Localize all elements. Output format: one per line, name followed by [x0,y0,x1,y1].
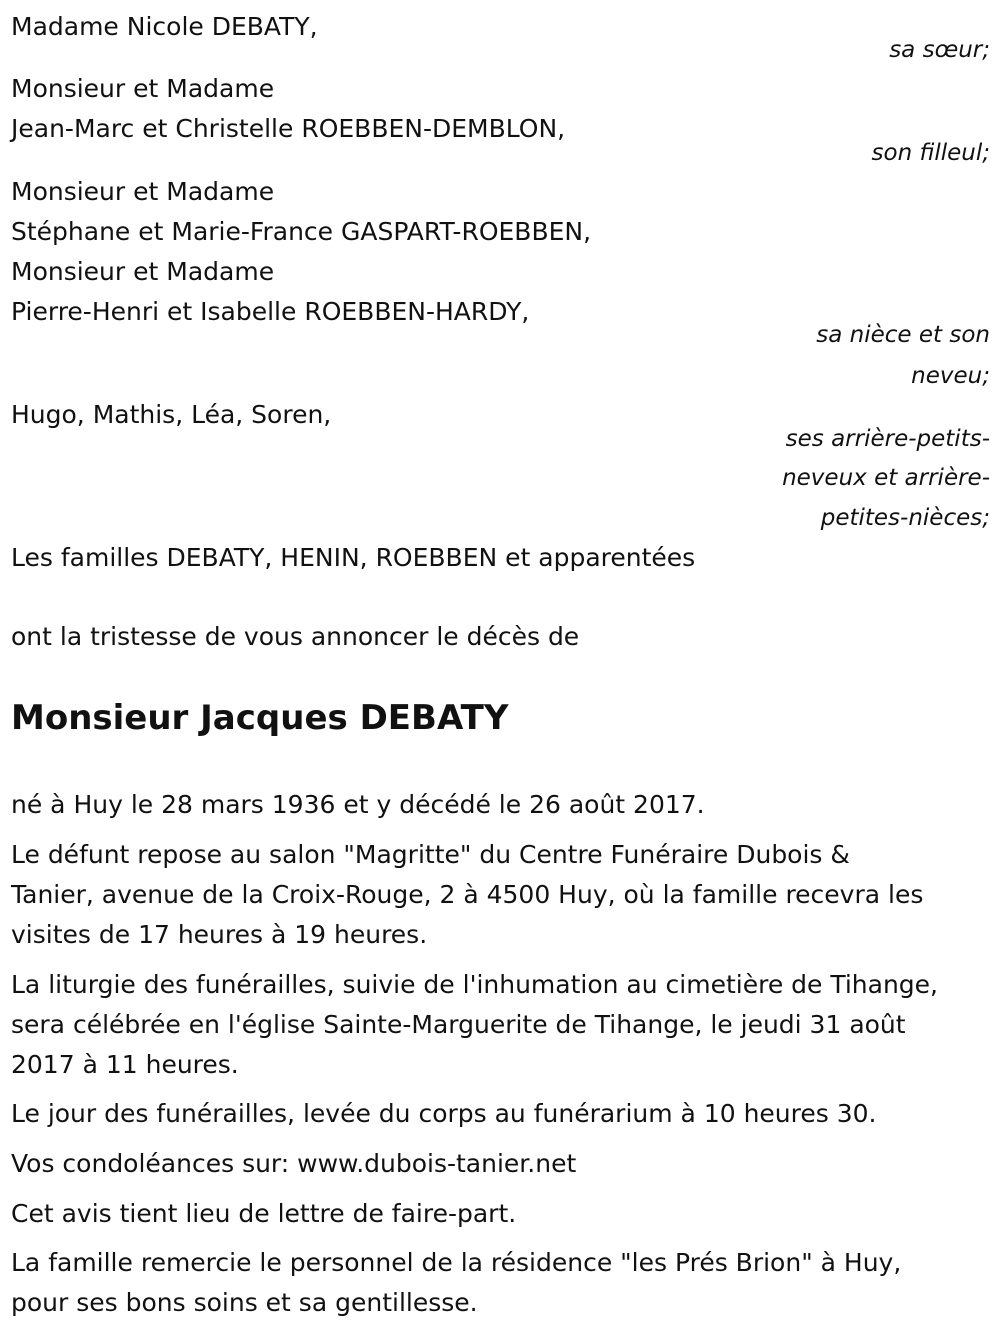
relation-label: petites-nièces; [820,505,990,531]
family-member-line: Hugo, Mathis, Léa, Soren, [11,400,332,429]
families-line: Les familles DEBATY, HENIN, ROEBBEN et apparentées [11,543,696,572]
repose-text-line: Tanier, avenue de la Croix-Rouge, 2 à 4500 Huy, où la famille recevra les [11,880,924,909]
thanks-text-line: pour ses bons soins et sa gentillesse. [11,1288,478,1317]
relation-label: neveux et arrière- [782,465,990,491]
family-member-line: Monsieur et Madame [11,257,275,286]
liturgy-text-line: La liturgie des funérailles, suivie de l'inhumation au cimetière de Tihange, [11,970,939,999]
relation-label: sa nièce et son [816,322,990,348]
family-member-line: Pierre-Henri et Isabelle ROEBBEN-HARDY, [11,297,530,326]
thanks-text-line: La famille remercie le personnel de la résidence "les Prés Brion" à Huy, [11,1248,902,1277]
birth-death-text: né à Huy le 28 mars 1936 et y décédé le 26 août 2017. [11,790,705,819]
family-member-line: Jean-Marc et Christelle ROEBBEN-DEMBLON, [11,114,566,143]
family-member-line: Madame Nicole DEBATY, [11,12,318,41]
relation-label: son filleul; [871,140,990,166]
liturgy-text-line: sera célébrée en l'église Sainte-Marguerite de Tihange, le jeudi 31 août [11,1010,906,1039]
notice-text: Cet avis tient lieu de lettre de faire-part. [11,1199,517,1228]
liturgy-text-line: 2017 à 11 heures. [11,1050,239,1079]
condolences-text: Vos condoléances sur: www.dubois-tanier.net [11,1149,577,1178]
relation-label: neveu; [911,363,990,389]
repose-text-line: Le défunt repose au salon "Magritte" du Centre Funéraire Dubois & [11,840,850,869]
family-member-line: Monsieur et Madame [11,74,275,103]
relation-label: sa sœur; [889,37,990,63]
repose-text-line: visites de 17 heures à 19 heures. [11,920,428,949]
relation-label: ses arrière-petits- [785,426,990,452]
deceased-name: Monsieur Jacques DEBATY [11,698,509,738]
levee-text: Le jour des funérailles, levée du corps au funérarium à 10 heures 30. [11,1099,877,1128]
family-member-line: Monsieur et Madame [11,177,275,206]
announcement-text: ont la tristesse de vous annoncer le décès de [11,622,580,651]
family-member-line: Stéphane et Marie-France GASPART-ROEBBEN, [11,217,592,246]
